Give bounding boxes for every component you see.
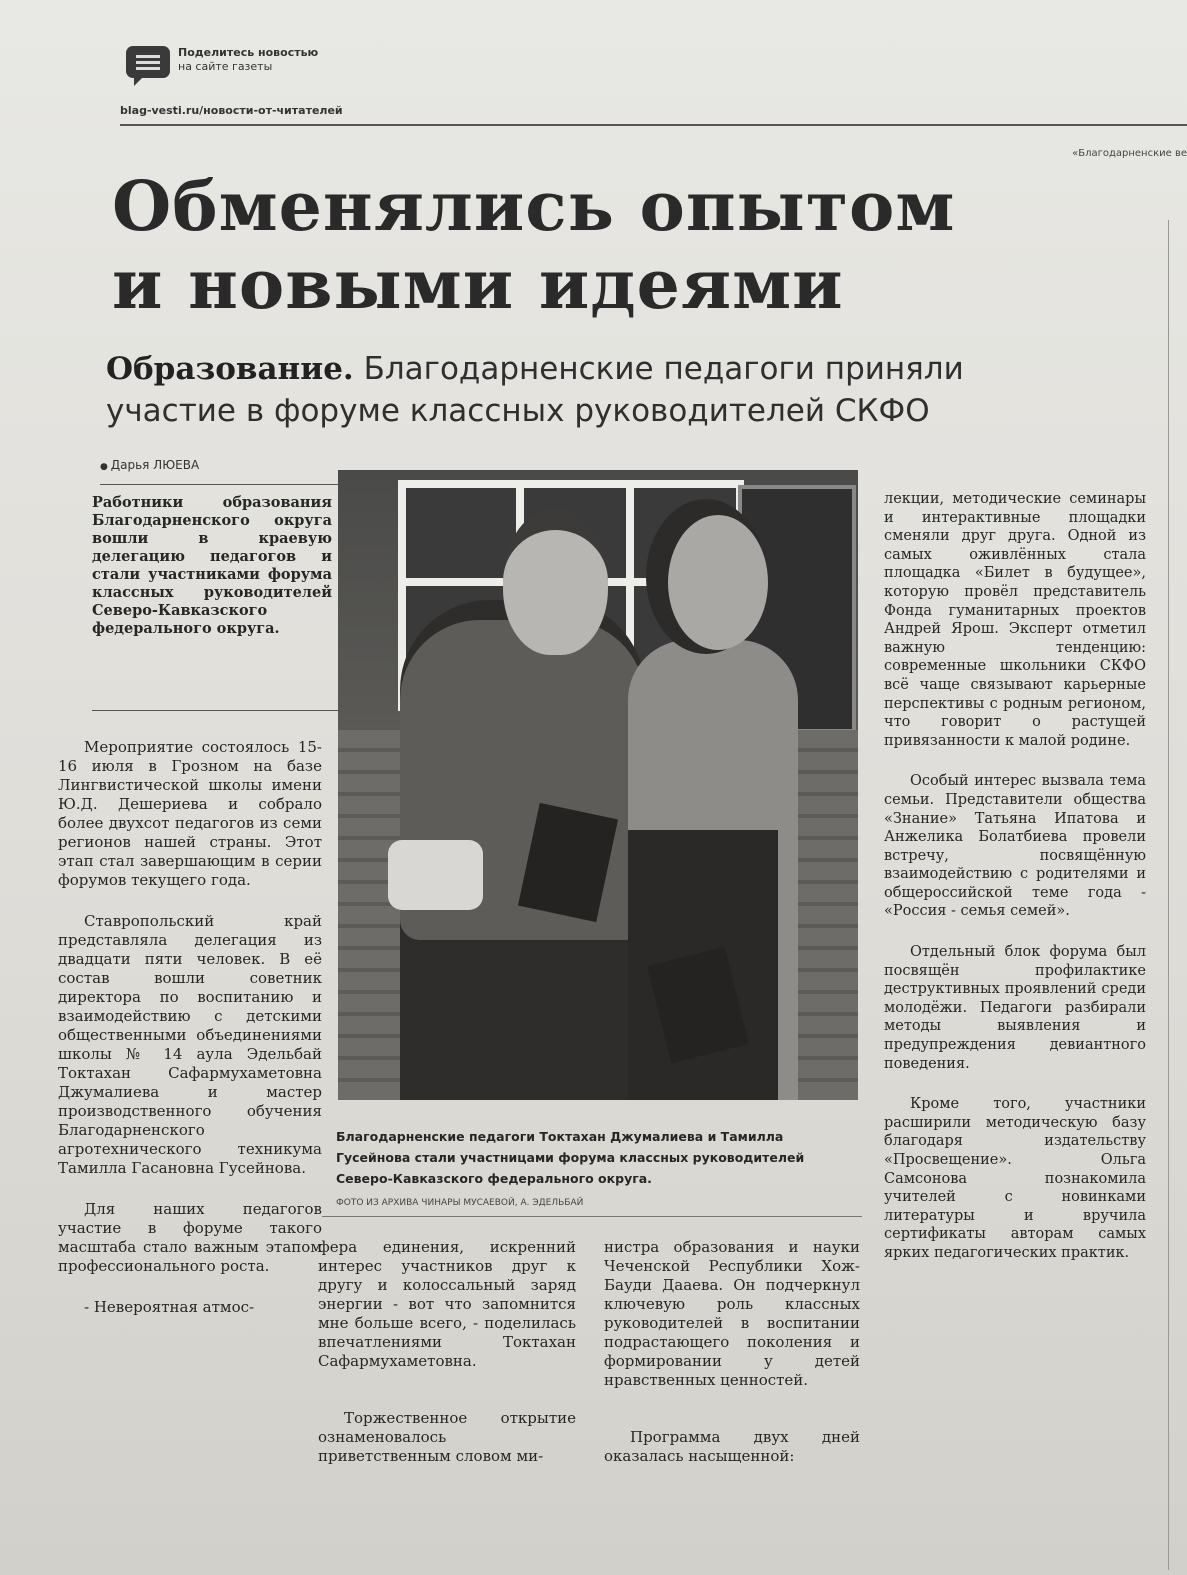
col4-paragraph-3: Отдельный блок форума был посвящён профилактике деструктивных проявлений среди молодёжи. Педагоги разбирали методы выявления и предупреждения девиантного поведения.: [884, 944, 1146, 1072]
column-4: [884, 490, 1146, 1285]
lead-paragraph: Работники образования Благодарненского округа вошли в краевую делегацию педагогов и стали участниками форума классных руководителей Северо-Кавказского федерального округа.: [92, 494, 332, 637]
caption-divider: [322, 1216, 862, 1217]
rubric: Образование.: [106, 351, 354, 387]
photo-handbag: [388, 840, 483, 910]
article-photo: [338, 470, 858, 1100]
headline-line-2: и новыми идеями: [112, 245, 844, 325]
byline-divider: [100, 484, 338, 485]
column-divider: [1168, 220, 1169, 1570]
col4-paragraph-4: Кроме того, участники расширили методическую базу благодаря издательству «Просвещение». Ольга Самсонова познакомила учителей с новинками литературы и вручила сертификаты авторам самых ярких педагогических практик.: [884, 1096, 1146, 1261]
chat-bubble-icon: [126, 46, 170, 78]
col4-paragraph-2: Особый интерес вызвала тема семьи. Представители общества «Знание» Татьяна Ипатова и Анжелика Болатбиева провели встречу, посвящённую взаимодействию с родителями и общероссийской теме года - «Россия - семья семей».: [884, 773, 1146, 920]
col4-paragraph-1: лекции, методические семинары и интерактивные площадки сменяли друг друга. Одной из самых оживлённых стала площадка «Билет в будущее», которую провёл представитель Фонда гуманитарных проектов Андрей Ярош. Эксперт отметил важную тенденцию: современные школьники СКФО всё чаще связывают карьерные перспективы с родным регионом, что говорит о растущей привязанности к малой родине.: [884, 491, 1146, 749]
headline: [112, 168, 1112, 324]
col1-paragraph-1: Мероприятие состоялось 15-16 июля в Грозном на базе Лингвистической школы имени Ю.Д. Дешериева и собрало более двухсот педагогов из семи регионов нашей страны. Этот этап стал завершающим в серии форумов текущего года.: [58, 738, 322, 889]
subheadline: [106, 348, 1066, 432]
column-3: [604, 1238, 860, 1488]
running-head: «Благодарненские ве: [1072, 148, 1187, 159]
lead-divider: [92, 710, 340, 711]
share-line-2: на сайте газеты: [178, 60, 273, 73]
photo-person-left-head: [503, 508, 608, 655]
col3-paragraph-1: нистра образования и науки Чеченской Республики Хож-Бауди Дааева. Он подчеркнул ключевую роль классных руководителей в воспитании подрастающего поколения и формировании у детей нравственных ценностей.: [604, 1238, 860, 1389]
photo-person-right-head: [668, 515, 768, 650]
col1-paragraph-4: - Невероятная атмос-: [84, 1298, 255, 1316]
col1-paragraph-2: Ставропольский край представляла делегация из двадцати пяти человек. В её состав вошли советник директора по воспитанию и взаимодействию с детскими общественными объединениями школы № 14 аула Эдельбай Токтахан Сафармухаметовна Джумалиева и мастер производственного обучения Благодарненского агротехнического техникума Тамилла Гасановна Гусейнова.: [58, 912, 322, 1177]
photo-credit: ФОТО ИЗ АРХИВА ЧИНАРЫ МУСАЕВОЙ, А. ЭДЕЛЬБАЙ: [336, 1198, 584, 1208]
subhead-text: Благодарненские педагоги приняли участие в форуме классных руководителей СКФО: [106, 351, 964, 429]
col1-paragraph-3: Для наших педагогов участие в форуме такого масштаба стало важным этапом профессионального роста.: [58, 1200, 322, 1275]
top-divider: [120, 124, 1187, 126]
byline: ● Дарья ЛЮЕВА: [100, 458, 199, 472]
share-url: blag-vesti.ru/новости-от-читателей: [120, 104, 343, 117]
share-news-promo: [178, 46, 318, 74]
headline-line-1: Обменялись опытом: [112, 167, 956, 247]
column-1: [58, 738, 322, 1339]
column-2: [318, 1238, 576, 1488]
share-line-1: Поделитесь новостью: [178, 46, 319, 59]
col2-paragraph-1: фера единения, искренний интерес участников друг к другу и колоссальный заряд энергии - вот что запомнится мне больше всего, - поделилась впечатлениями Токтахан Сафармухаметовна.: [318, 1238, 576, 1370]
photo-caption: Благодарненские педагоги Токтахан Джумалиева и Тамилла Гусейнова стали участницами форума классных руководителей Северо-Кавказского федерального округа.: [336, 1129, 805, 1186]
col3-paragraph-2: Программа двух дней оказалась насыщенной:: [604, 1428, 860, 1465]
col2-paragraph-2: Торжественное открытие ознаменовалось приветственным словом ми-: [318, 1409, 576, 1465]
